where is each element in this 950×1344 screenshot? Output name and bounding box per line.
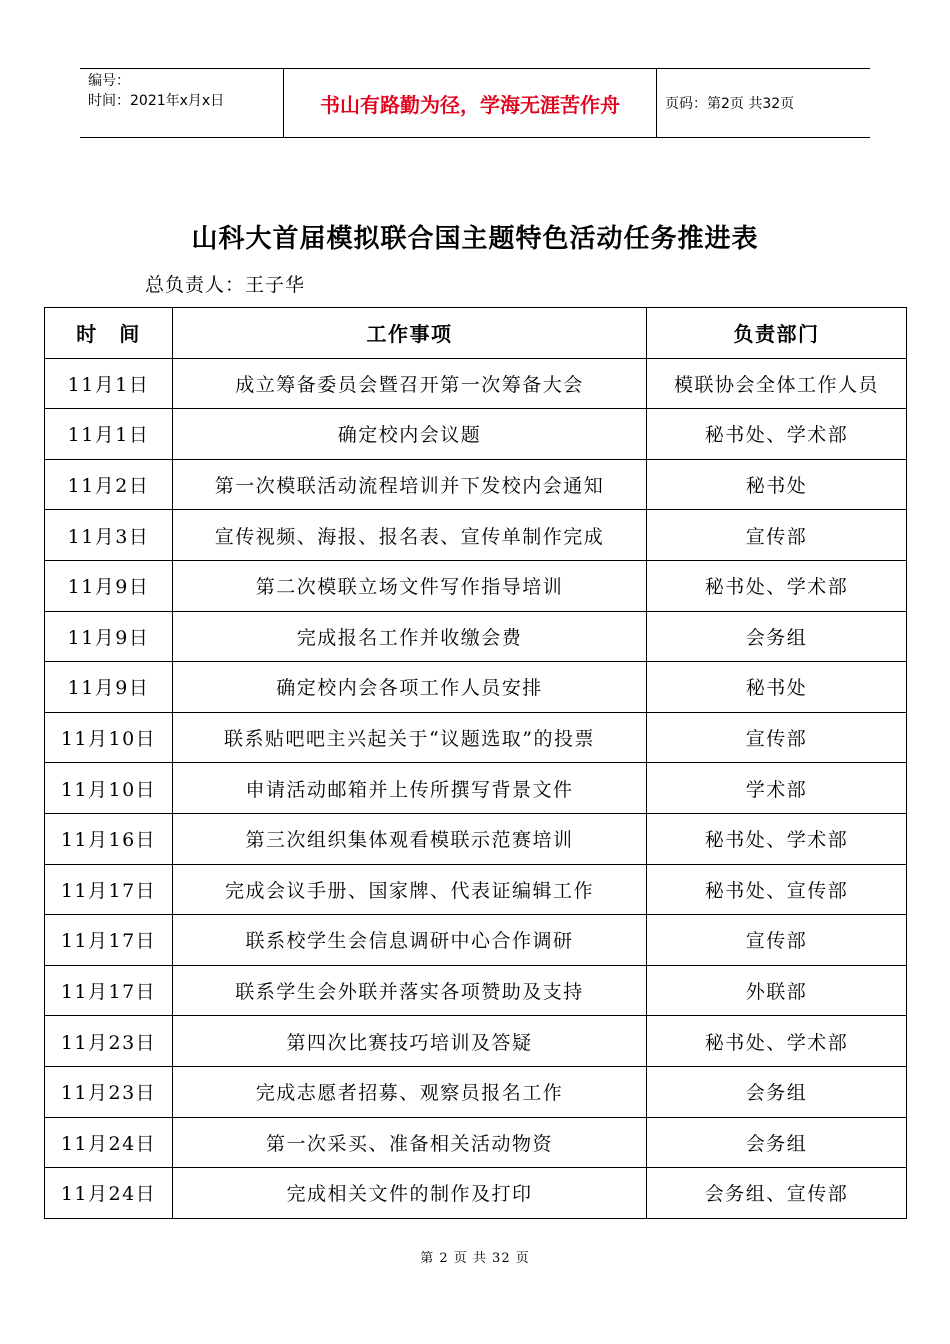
row-department: 宣传部 [647,712,907,763]
row-date: 11月17日 [45,915,173,966]
row-date: 11月3日 [45,510,173,561]
row-department: 秘书处、学术部 [647,560,907,611]
row-date: 11月10日 [45,712,173,763]
task-table [44,307,907,1219]
row-date: 11月24日 [45,1117,173,1168]
document-owner: 总负责人：王子华 [145,274,306,296]
row-department: 秘书处、学术部 [647,813,907,864]
row-department: 秘书处、宣传部 [647,864,907,915]
row-department: 宣传部 [647,915,907,966]
header-meta [88,71,278,111]
row-department: 会务组 [647,1117,907,1168]
row-date: 11月23日 [45,1016,173,1067]
row-task: 第三次组织集体观看模联示范赛培训 [173,813,647,864]
table-row [45,864,907,915]
row-date: 11月9日 [45,611,173,662]
row-task: 第一次采买、准备相关活动物资 [173,1117,647,1168]
table-row [45,712,907,763]
row-department: 学术部 [647,763,907,814]
row-task: 第四次比赛技巧培训及答疑 [173,1016,647,1067]
row-date: 11月24日 [45,1168,173,1219]
row-task: 联系贴吧吧主兴起关于“议题选取”的投票 [173,712,647,763]
table-row [45,1016,907,1067]
table-row [45,813,907,864]
row-date: 11月23日 [45,1066,173,1117]
row-date: 11月17日 [45,965,173,1016]
row-department: 秘书处、学术部 [647,1016,907,1067]
table-row [45,1168,907,1219]
row-task: 成立筹备委员会暨召开第一次筹备大会 [173,358,647,409]
row-department: 秘书处 [647,662,907,713]
row-date: 11月1日 [45,409,173,460]
row-department: 秘书处、学术部 [647,409,907,460]
table-row [45,409,907,460]
row-date: 11月9日 [45,560,173,611]
header-task: 工作事项 [173,308,647,359]
page-header [80,68,870,138]
row-department: 宣传部 [647,510,907,561]
row-department: 会务组 [647,611,907,662]
table-row [45,459,907,510]
row-date: 11月10日 [45,763,173,814]
table-row [45,1066,907,1117]
time-label: 时间：2021年x月x日 [88,93,225,109]
row-department: 会务组、宣传部 [647,1168,907,1219]
row-task: 第一次模联活动流程培训并下发校内会通知 [173,459,647,510]
row-task: 完成相关文件的制作及打印 [173,1168,647,1219]
row-department: 模联协会全体工作人员 [647,358,907,409]
row-task: 宣传视频、海报、报名表、宣传单制作完成 [173,510,647,561]
row-task: 确定校内会议题 [173,409,647,460]
header-page-info: 页码：第2页 共32页 [665,96,795,112]
row-task: 完成报名工作并收缴会费 [173,611,647,662]
header-time: 时 间 [45,308,173,359]
row-task: 确定校内会各项工作人员安排 [173,662,647,713]
table-row [45,510,907,561]
row-department: 外联部 [647,965,907,1016]
row-task: 第二次模联立场文件写作指导培训 [173,560,647,611]
table-row [45,662,907,713]
table-row [45,1117,907,1168]
row-date: 11月16日 [45,813,173,864]
table-row [45,763,907,814]
table-row [45,915,907,966]
header-department: 负责部门 [647,308,907,359]
table-row [45,965,907,1016]
row-task: 联系校学生会信息调研中心合作调研 [173,915,647,966]
page-footer: 第 2 页 共 32 页 [420,1251,530,1266]
table-row [45,611,907,662]
table-row [45,560,907,611]
row-task: 完成会议手册、国家牌、代表证编辑工作 [173,864,647,915]
row-date: 11月17日 [45,864,173,915]
header-motto: 书山有路勤为径，学海无涯苦作舟 [283,69,657,137]
table-header-row [45,308,907,359]
row-date: 11月9日 [45,662,173,713]
table-row [45,358,907,409]
number-label: 编号： [88,73,130,89]
row-date: 11月2日 [45,459,173,510]
row-department: 会务组 [647,1066,907,1117]
row-task: 申请活动邮箱并上传所撰写背景文件 [173,763,647,814]
row-date: 11月1日 [45,358,173,409]
row-task: 完成志愿者招募、观察员报名工作 [173,1066,647,1117]
row-task: 联系学生会外联并落实各项赞助及支持 [173,965,647,1016]
document-title: 山科大首届模拟联合国主题特色活动任务推进表 [191,224,759,254]
row-department: 秘书处 [647,459,907,510]
